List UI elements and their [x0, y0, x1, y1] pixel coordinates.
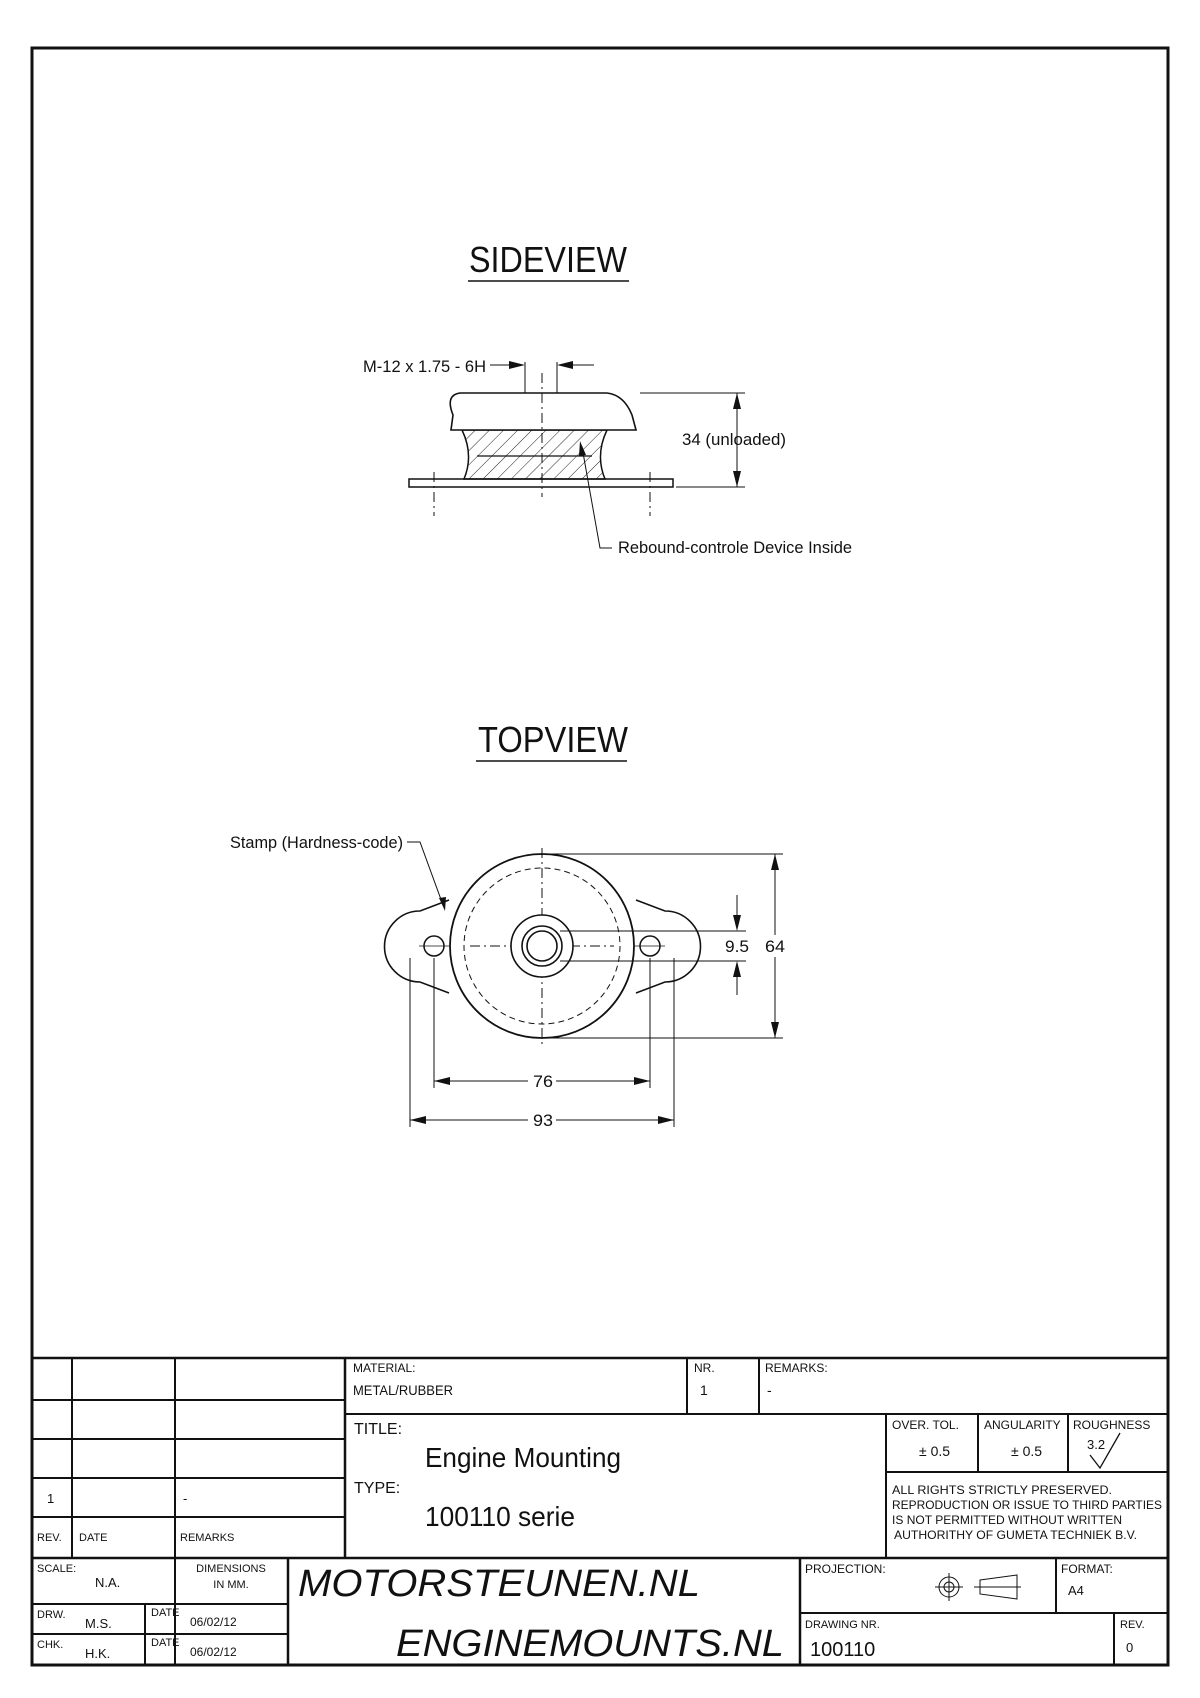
chk-date: 06/02/12 — [190, 1645, 237, 1659]
base-plate — [409, 479, 673, 487]
material-value: METAL/RUBBER — [353, 1382, 453, 1398]
date-col-label: DATE — [79, 1532, 108, 1544]
sideview-title: SIDEVIEW — [469, 239, 628, 280]
brand-motorsteunen: MOTORSTEUNEN.NL — [298, 1563, 700, 1605]
rights-line-3: IS NOT PERMITTED WITHOUT WRITTEN — [892, 1513, 1122, 1527]
angularity-label: ANGULARITY — [984, 1418, 1061, 1432]
drw-date-label: DATE — [151, 1607, 180, 1619]
roughness-label: ROUGHNESS — [1073, 1418, 1151, 1432]
nr-value: 1 — [700, 1382, 708, 1398]
rebound-note: Rebound-controle Device Inside — [618, 538, 852, 557]
height-label: 34 (unloaded) — [682, 430, 786, 449]
sideview — [363, 239, 852, 557]
rev-value: 0 — [1126, 1640, 1134, 1655]
over-tol-label: OVER. TOL. — [892, 1418, 959, 1432]
dimensions-line1: DIMENSIONS — [196, 1563, 266, 1575]
projection-label: PROJECTION: — [805, 1562, 886, 1576]
type-value: 100110 serie — [425, 1501, 575, 1532]
flange — [385, 900, 450, 993]
rev-col-label: REV. — [37, 1532, 62, 1544]
over-tol-value: ± 0.5 — [919, 1443, 951, 1459]
dim-hole-label: 9.5 — [725, 937, 749, 956]
topview — [230, 719, 787, 1130]
drawing-nr-label: DRAWING NR. — [805, 1619, 880, 1631]
chk-value: H.K. — [85, 1646, 111, 1661]
topview-title: TOPVIEW — [478, 719, 629, 760]
format-label: FORMAT: — [1061, 1562, 1113, 1576]
chk-label: CHK. — [37, 1639, 64, 1651]
scale-label: SCALE: — [37, 1563, 77, 1575]
brand-enginemounts: ENGINEMOUNTS.NL — [396, 1623, 784, 1665]
type-label: TYPE: — [354, 1480, 401, 1497]
rev-row-rev: 1 — [47, 1491, 55, 1506]
rights-line-4: AUTHORITHY OF GUMETA TECHNIEK B.V. — [894, 1528, 1137, 1542]
format-value: A4 — [1068, 1583, 1084, 1598]
drw-value: M.S. — [85, 1616, 112, 1631]
top-cap — [450, 393, 636, 430]
title-value: Engine Mounting — [425, 1442, 621, 1473]
drawing-nr-value: 100110 — [810, 1639, 876, 1661]
scale-value: N.A. — [95, 1575, 121, 1590]
angularity-value: ± 0.5 — [1011, 1443, 1043, 1459]
drw-label: DRW. — [37, 1609, 66, 1621]
title-block-text — [37, 1361, 1162, 1665]
rights-line-1: ALL RIGHTS STRICTLY PRESERVED. — [892, 1483, 1112, 1497]
nr-label: NR. — [694, 1361, 715, 1375]
center-boss — [511, 915, 573, 977]
material-label: MATERIAL: — [353, 1361, 416, 1375]
rev-label: REV. — [1120, 1619, 1145, 1631]
projection-symbol-icon — [935, 1573, 1021, 1601]
rights-line-2: REPRODUCTION OR ISSUE TO THIRD PARTIES — [892, 1498, 1162, 1512]
drw-date: 06/02/12 — [190, 1615, 237, 1629]
remarks-col-label: REMARKS — [180, 1532, 235, 1544]
dimensions-line2: IN MM. — [213, 1579, 249, 1591]
roughness-value: 3.2 — [1087, 1437, 1106, 1452]
rev-row-remarks: - — [183, 1491, 188, 1506]
remarks-label: REMARKS: — [765, 1361, 828, 1375]
dim-spacing-label: 76 — [533, 1072, 553, 1091]
stamp-label: Stamp (Hardness-code) — [230, 833, 403, 852]
dim-length-label: 93 — [533, 1111, 553, 1130]
chk-date-label: DATE — [151, 1637, 180, 1649]
thread-label: M-12 x 1.75 - 6H — [363, 357, 486, 376]
remarks-value: - — [767, 1382, 772, 1398]
title-label: TITLE: — [354, 1421, 403, 1438]
dim-height-label: 64 — [765, 937, 785, 956]
